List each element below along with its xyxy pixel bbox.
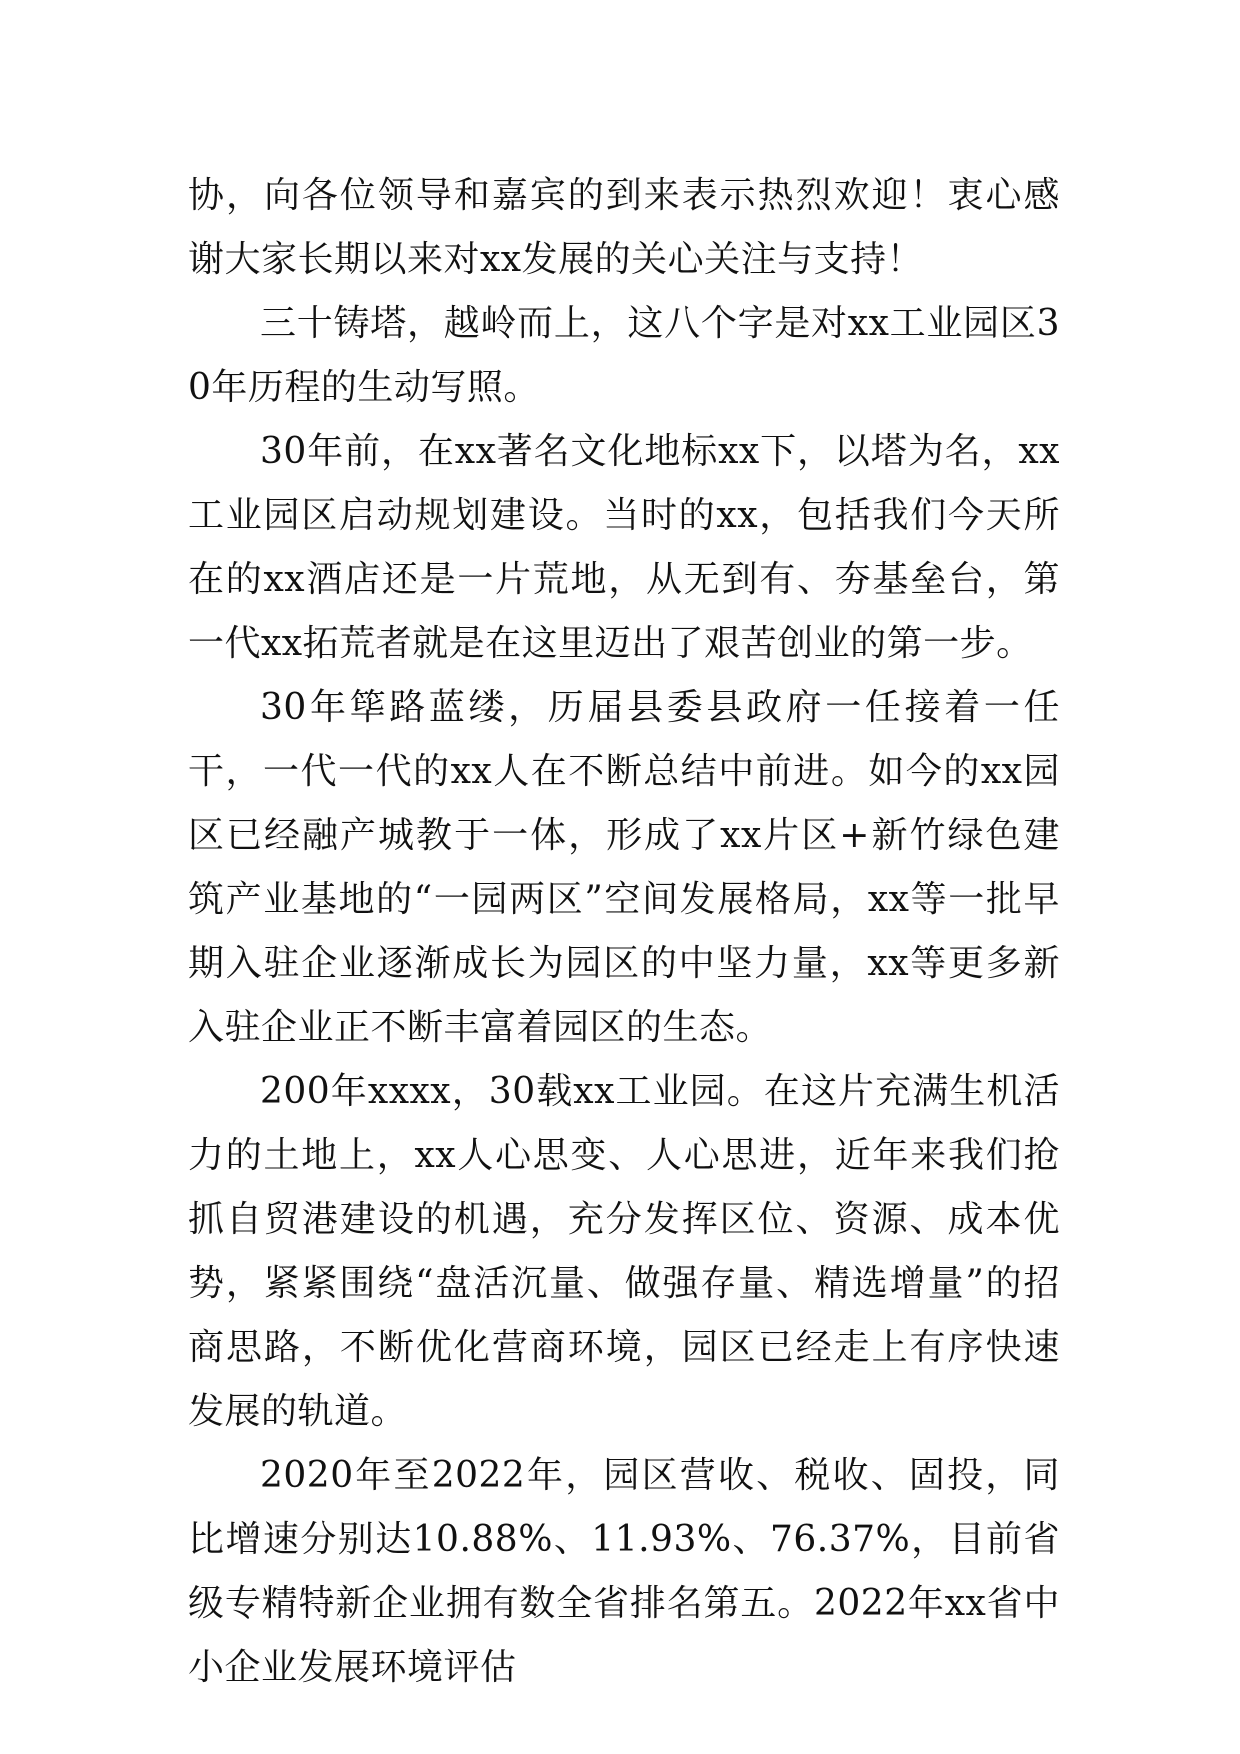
paragraph: 三十铸塔，越岭而上，这八个字是对xx工业园区30年历程的生动写照。 — [188, 303, 1060, 408]
paragraph: 30年筚路蓝缕，历届县委县政府一任接着一任干，一代一代的xx人在不断总结中前进。如今的xx园区已经融产城教于一体，形成了xx片区+新竹绿色建筑产业基地的“一园两区”空间发展格局，xx等一批早期入驻企业逐渐成长为园区的中坚力量，xx等更多新入驻企业正不断丰富着园区的生态。 — [188, 687, 1060, 1048]
document-body — [188, 164, 1060, 1700]
paragraph: 200年xxxx，30载xx工业园。在这片充满生机活力的土地上，xx人心思变、人心思进，近年来我们抢抓自贸港建设的机遇，充分发挥区位、资源、成本优势，紧紧围绕“盘活沉量、做强存量、精选增量”的招商思路，不断优化营商环境，园区已经走上有序快速发展的轨道。 — [188, 1071, 1060, 1432]
paragraph-continued: 协，向各位领导和嘉宾的到来表示热烈欢迎！衷心感谢大家长期以来对xx发展的关心关注与支持！ — [188, 175, 1060, 280]
paragraph: 30年前，在xx著名文化地标xx下，以塔为名，xx工业园区启动规划建设。当时的xx，包括我们今天所在的xx酒店还是一片荒地，从无到有、夯基垒台，第一代xx拓荒者就是在这里迈出了艰苦创业的第一步。 — [188, 431, 1060, 664]
paragraph: 2020年至2022年，园区营收、税收、固投，同比增速分别达10.88%、11.93%、76.37%，目前省级专精特新企业拥有数全省排名第五。2022年xx省中小企业发展环境评估 — [188, 1455, 1060, 1688]
